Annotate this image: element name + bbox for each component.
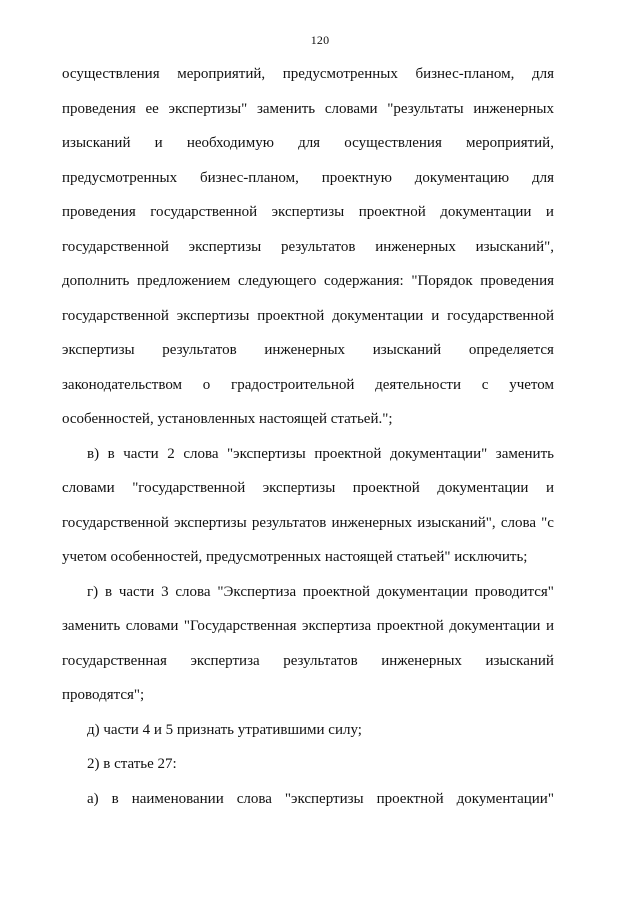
text-line: а) в наименовании слова "экспертизы проектной документации": [87, 790, 554, 807]
text-line: особенностей, установленных настоящей статьей.";: [62, 411, 393, 427]
text-line: проведения государственной экспертизы проектной документации и: [62, 204, 554, 220]
text-line: д) части 4 и 5 признать утратившими силу;: [87, 721, 362, 738]
text-line: экспертизы результатов инженерных изысканий определяется: [62, 342, 554, 358]
text-line: в) в части 2 слова "экспертизы проектной документации" заменить: [87, 445, 554, 462]
text-line: заменить словами "Государственная экспертиза проектной документации и: [62, 618, 554, 634]
text-line: осуществления мероприятий, предусмотренных бизнес-планом, для: [62, 66, 554, 82]
text-line: государственная экспертиза результатов инженерных изысканий: [62, 652, 554, 669]
text-line: проведения ее экспертизы" заменить словами "результаты инженерных: [62, 100, 554, 117]
text-line: государственной экспертизы проектной документации и государственной: [62, 307, 554, 324]
text-line: государственной экспертизы результатов инженерных изысканий",: [62, 238, 554, 255]
text-line: г) в части 3 слова "Экспертиза проектной документации проводится": [87, 583, 554, 600]
text-line: государственной экспертизы результатов инженерных изысканий", слова "с: [62, 514, 554, 531]
text-line: учетом особенностей, предусмотренных настоящей статьей" исключить;: [62, 549, 528, 565]
document-body: [62, 60, 554, 819]
page-number: 120: [310, 33, 330, 47]
text-line: предусмотренных бизнес-планом, проектную документацию для: [62, 169, 554, 186]
text-line: законодательством о градостроительной деятельности с учетом: [62, 376, 554, 393]
text-line: изысканий и необходимую для осуществления мероприятий,: [62, 135, 554, 151]
text-line: дополнить предложением следующего содержания: "Порядок проведения: [62, 273, 554, 289]
text-line: словами "государственной экспертизы проектной документации и: [62, 480, 554, 496]
text-line: проводятся";: [62, 687, 145, 703]
text-line: 2) в статье 27:: [87, 756, 177, 772]
